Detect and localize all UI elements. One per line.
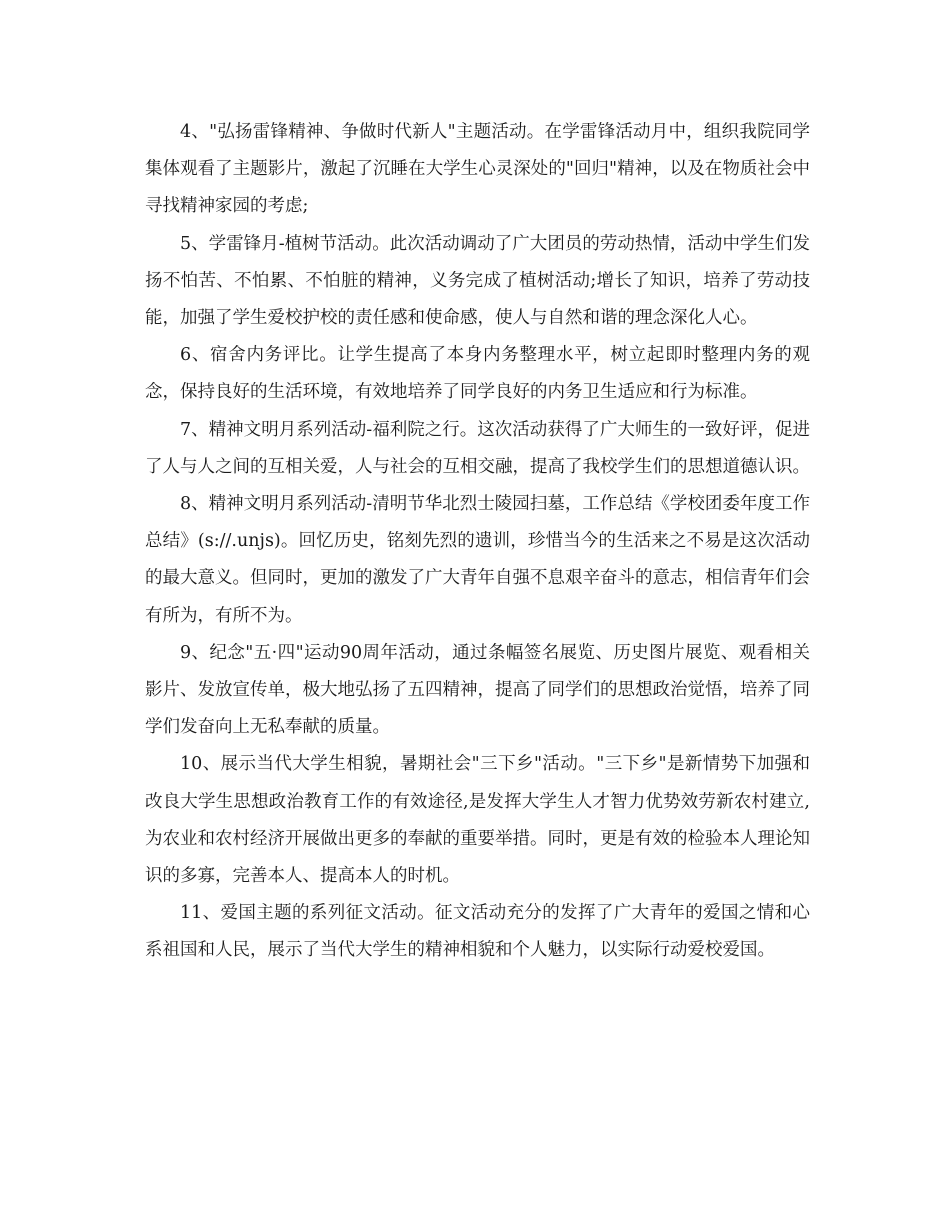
paragraph-item-5: 5、学雷锋月-植树节活动。此次活动调动了广大团员的劳动热情，活动中学生们发扬不怕苦、不怕累、不怕脏的精神，义务完成了植树活动;增长了知识，培养了劳动技能，加强了学生爱校护校的责任感和使命感，使人与自然和谐的理念深化人心。: [145, 233, 810, 329]
paragraph-item-4: 4、"弘扬雷锋精神、争做时代新人"主题活动。在学雷锋活动月中，组织我院同学集体观看了主题影片，激起了沉睡在大学生心灵深处的"回归"精神，以及在物质社会中寻找精神家园的考虑;: [145, 122, 810, 217]
paragraph-item-11: 11、爱国主题的系列征文活动。征文活动充分的发挥了广大青年的爱国之情和心系祖国和人民，展示了当代大学生的精神相貌和个人魅力，以实际行动爱校爱国。: [145, 903, 810, 961]
paragraph-item-9: 9、纪念"五·四"运动90周年活动，通过条幅签名展览、历史图片展览、观看相关影片、发放宣传单，极大地弘扬了五四精神，提高了同学们的思想政治觉悟，培养了同学们发奋向上无私奉献的质量。: [145, 642, 810, 738]
paragraph-item-10: 10、展示当代大学生相貌，暑期社会"三下乡"活动。"三下乡"是新情势下加强和改良大学生思想政治教育工作的有效途径,是发挥大学生人才智力优势效劳新农村建立,为农业和农村经济开展做出更多的奉献的重要举措。同时，更是有效的检验本人理论知识的多寡，完善本人、提高本人的时机。: [145, 754, 810, 887]
document-body: [145, 114, 810, 970]
paragraph-item-6: 6、宿舍内务评比。让学生提高了本身内务整理水平，树立起即时整理内务的观念，保持良好的生活环境，有效地培养了同学良好的内务卫生适应和行为标准。: [145, 345, 810, 403]
paragraph-item-8: 8、精神文明月系列活动-清明节华北烈士陵园扫墓，工作总结《学校团委年度工作总结》(s://.unjs)。回忆历史，铭刻先烈的遗训，珍惜当今的生活来之不易是这次活动的最大意义。但同时，更加的激发了广大青年自强不息艰辛奋斗的意志，相信青年们会有所为，有所不为。: [145, 494, 810, 626]
paragraph-item-7: 7、精神文明月系列活动-福利院之行。这次活动获得了广大师生的一致好评，促进了人与人之间的互相关爱，人与社会的互相交融，提高了我校学生们的思想道德认识。: [145, 419, 810, 477]
